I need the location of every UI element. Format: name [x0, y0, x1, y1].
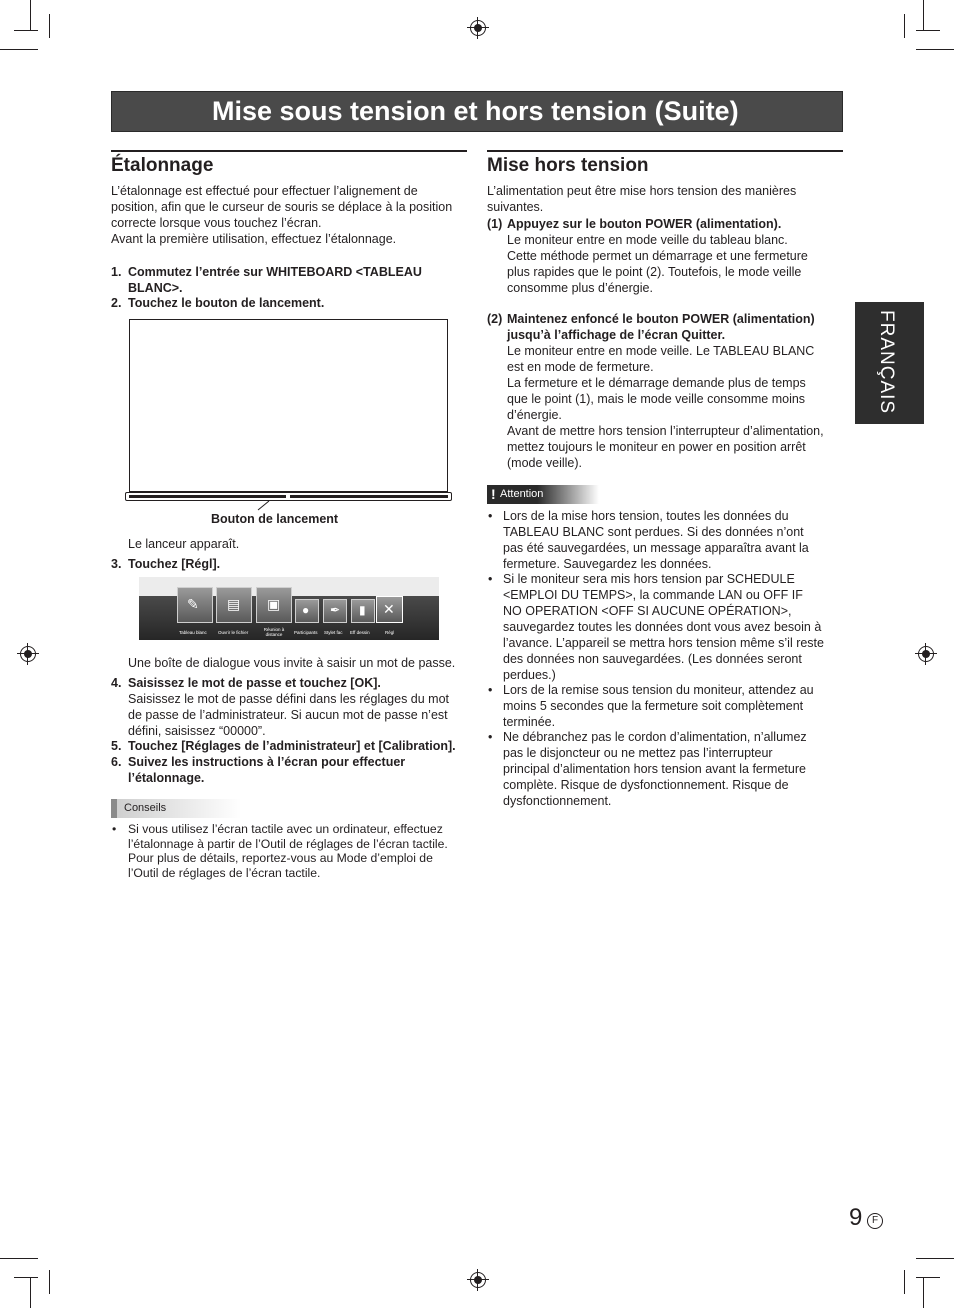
- launcher-label: Stylet fac: [324, 630, 343, 635]
- crop-mark: [904, 14, 905, 38]
- page-title-bar: [111, 91, 843, 132]
- crop-mark: [30, 1277, 31, 1308]
- crop-mark: [916, 30, 940, 31]
- pen-tile: [323, 599, 347, 623]
- pen-icon: ✒: [330, 603, 341, 617]
- crop-mark: [0, 49, 38, 50]
- language-tab-label: FRANÇAIS: [876, 310, 897, 415]
- crop-mark: [14, 30, 38, 31]
- erase-tile: [351, 599, 375, 623]
- etalonnage-intro: L’étalonnage est effectué pour effectuer l’alignement de position, afin que le curseur de souris se déplace à la position correcte lorsque vous touchez l’écran. Avant la première utilisation, effectuez l’étalonnage.: [111, 184, 453, 246]
- launcher-illustration: [139, 577, 439, 640]
- crop-mark: [30, 0, 31, 31]
- launcher-label: Régl: [385, 630, 395, 635]
- registration-mark-icon: [470, 1272, 486, 1288]
- password-dialog-text: Une boîte de dialogue vous invite à saisir un mot de passe.: [128, 656, 456, 670]
- crop-mark: [923, 0, 924, 31]
- launcher-label: Réunion à distance: [263, 627, 285, 637]
- display-bottom-bar: [125, 492, 452, 501]
- launch-button-label: Bouton de lancement: [211, 512, 339, 526]
- crop-mark: [923, 1277, 924, 1308]
- meeting-icon: ▣: [267, 596, 281, 612]
- crop-mark: [916, 1258, 954, 1259]
- registration-mark-icon: [20, 646, 36, 662]
- open-file-tile: [216, 587, 252, 623]
- crop-mark: [14, 1277, 38, 1278]
- attention-label: ! Attention: [487, 485, 599, 504]
- file-icon: ▤: [227, 596, 241, 612]
- launcher-label: Participants: [294, 630, 318, 635]
- power-off-intro: L’alimentation peut être mise hors tension des manières suivantes.: [487, 184, 797, 214]
- tips-label: Conseils: [111, 799, 241, 818]
- launch-button: [286, 495, 290, 498]
- remote-meeting-tile: [256, 587, 292, 623]
- trash-icon: ▮: [359, 603, 366, 617]
- launcher-appears-text: Le lanceur apparaît.: [128, 537, 240, 551]
- crop-mark: [904, 1270, 905, 1294]
- launcher-label: Ouvrir le fichier: [218, 630, 249, 635]
- crop-mark: [49, 1270, 50, 1294]
- launcher-label: Eff dessin: [350, 630, 370, 635]
- tools-icon: ✕: [383, 601, 395, 617]
- warning-icon: !: [491, 486, 496, 502]
- crop-mark: [49, 14, 50, 38]
- whiteboard-tile: [177, 587, 213, 623]
- section-heading-mise-hors-tension: Mise hors tension: [487, 150, 843, 177]
- settings-tile: [376, 596, 403, 623]
- section-heading-etalonnage: Étalonnage: [111, 150, 467, 177]
- crop-mark: [0, 1258, 38, 1259]
- registration-mark-icon: [470, 20, 486, 36]
- launcher-label: Tableau blanc: [179, 630, 207, 635]
- registration-mark-icon: [918, 646, 934, 662]
- page-number: 9: [849, 1204, 863, 1231]
- person-icon: ●: [302, 603, 310, 617]
- crop-mark: [916, 1277, 940, 1278]
- page-title: Mise sous tension et hors tension (Suite): [212, 96, 739, 126]
- language-tab: [855, 302, 924, 424]
- crop-mark: [916, 49, 954, 50]
- page-language-mark: F: [867, 1213, 883, 1229]
- whiteboard-icon: ✎: [187, 596, 199, 612]
- display-screen-illustration: [129, 319, 448, 492]
- participants-tile: [295, 599, 319, 623]
